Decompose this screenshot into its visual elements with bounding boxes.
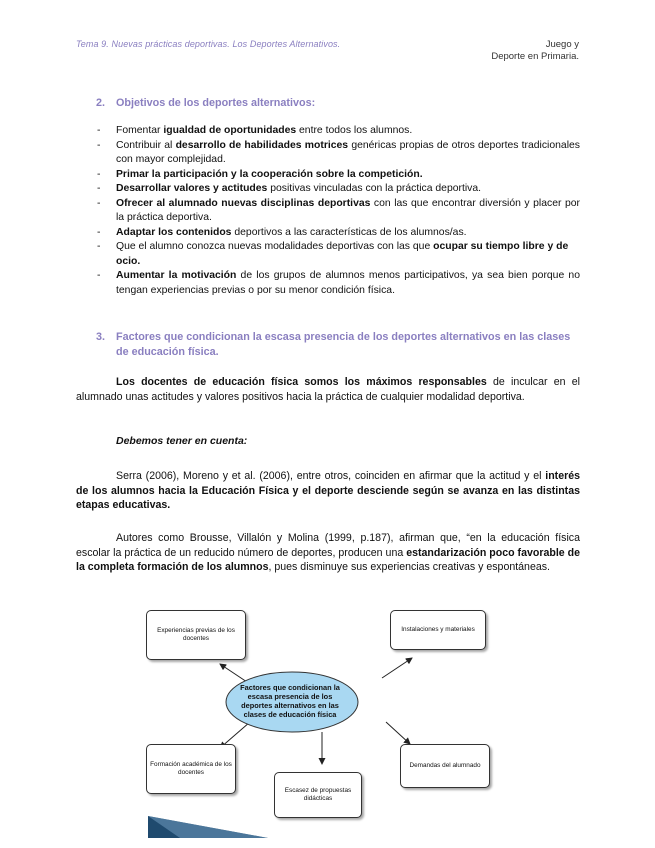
box-demandas: Demandas del alumnado bbox=[400, 744, 490, 788]
paragraph-brousse: Autores como Brousse, Villalón y Molina (1999, p.187), afirman que, “en la educación física escolar la práctica de un reducido número de deportes, producen una estandarización poco favorable de la completa formación de los alumnos, pues disminuye sus experiencias creativas y espontáneas. bbox=[76, 532, 581, 573]
objectives-list bbox=[96, 124, 580, 298]
header-right-line1: Juego y bbox=[545, 39, 579, 50]
arrow-top-right bbox=[382, 658, 412, 678]
list-item: - Ofrecer al alumnado nuevas disciplinas deportivas con las que encontrar diversión y placer por la práctica deportiva. bbox=[96, 197, 580, 226]
list-item: - Primar la participación y la cooperación sobre la competición. bbox=[96, 168, 580, 183]
box-escasez: Escasez de propuestas didácticas bbox=[274, 772, 362, 818]
section-number: 2. bbox=[96, 97, 106, 109]
page-header-right bbox=[491, 39, 579, 63]
factors-diagram bbox=[140, 604, 500, 838]
list-item: - Adaptar los contenidos deportivos a las características de los alumnos/as. bbox=[96, 226, 580, 241]
section-number: 3. bbox=[96, 331, 106, 343]
section-2-heading bbox=[96, 96, 580, 111]
header-right-line2: Deporte en Primaria. bbox=[491, 51, 579, 62]
diagram-center-text: Factores que condicionan la escasa presencia de los deportes alternativos en las clases de educación física bbox=[240, 683, 340, 719]
list-item: - Contribuir al desarrollo de habilidades motrices genéricas propias de otros deportes tradicionales con mayor complejidad. bbox=[96, 139, 580, 168]
list-item: - Desarrollar valores y actitudes positivas vinculadas con la práctica deportiva. bbox=[96, 182, 580, 197]
subheading-debemos: Debemos tener en cuenta: bbox=[116, 435, 248, 447]
section-3-heading bbox=[96, 330, 580, 360]
list-item: - Que el alumno conozca nuevas modalidades deportivas con las que ocupar su tiempo libre y de ocio. bbox=[96, 240, 580, 269]
section-title: Objetivos de los deportes alternativos: bbox=[116, 97, 316, 109]
paragraph-docentes: Los docentes de educación física somos los máximos responsables de inculcar en el alumnado unas actitudes y valores positivos hacia la práctica de cualquier modalidad deportiva. bbox=[76, 376, 581, 403]
list-item: - Aumentar la motivación de los grupos de alumnos menos participativos, ya sea bien porque no tengan experiencias previas o por su menor condición física. bbox=[96, 269, 580, 298]
paragraph-serra: Serra (2006), Moreno y et al. (2006), entre otros, coinciden en afirmar que la actitud y el interés de los alumnos hacia la Educación Física y el deporte desciende según se avanza en las distintas etapas educativas. bbox=[76, 470, 580, 511]
page-header-left: Tema 9. Nuevas prácticas deportivas. Los Deportes Alternativos. bbox=[76, 39, 341, 49]
section-title: Factores que condicionan la escasa presencia de los deportes alternativos en las clases de educación física. bbox=[116, 331, 571, 358]
box-formacion: Formación académica de los docentes bbox=[146, 744, 236, 794]
box-instalaciones: Instalaciones y materiales bbox=[390, 610, 486, 650]
arrow-bottom-right bbox=[386, 722, 410, 744]
box-experiencias: Experiencias previas de los docentes bbox=[146, 610, 246, 660]
list-item: - Fomentar igualdad de oportunidades entre todos los alumnos. bbox=[96, 124, 580, 139]
